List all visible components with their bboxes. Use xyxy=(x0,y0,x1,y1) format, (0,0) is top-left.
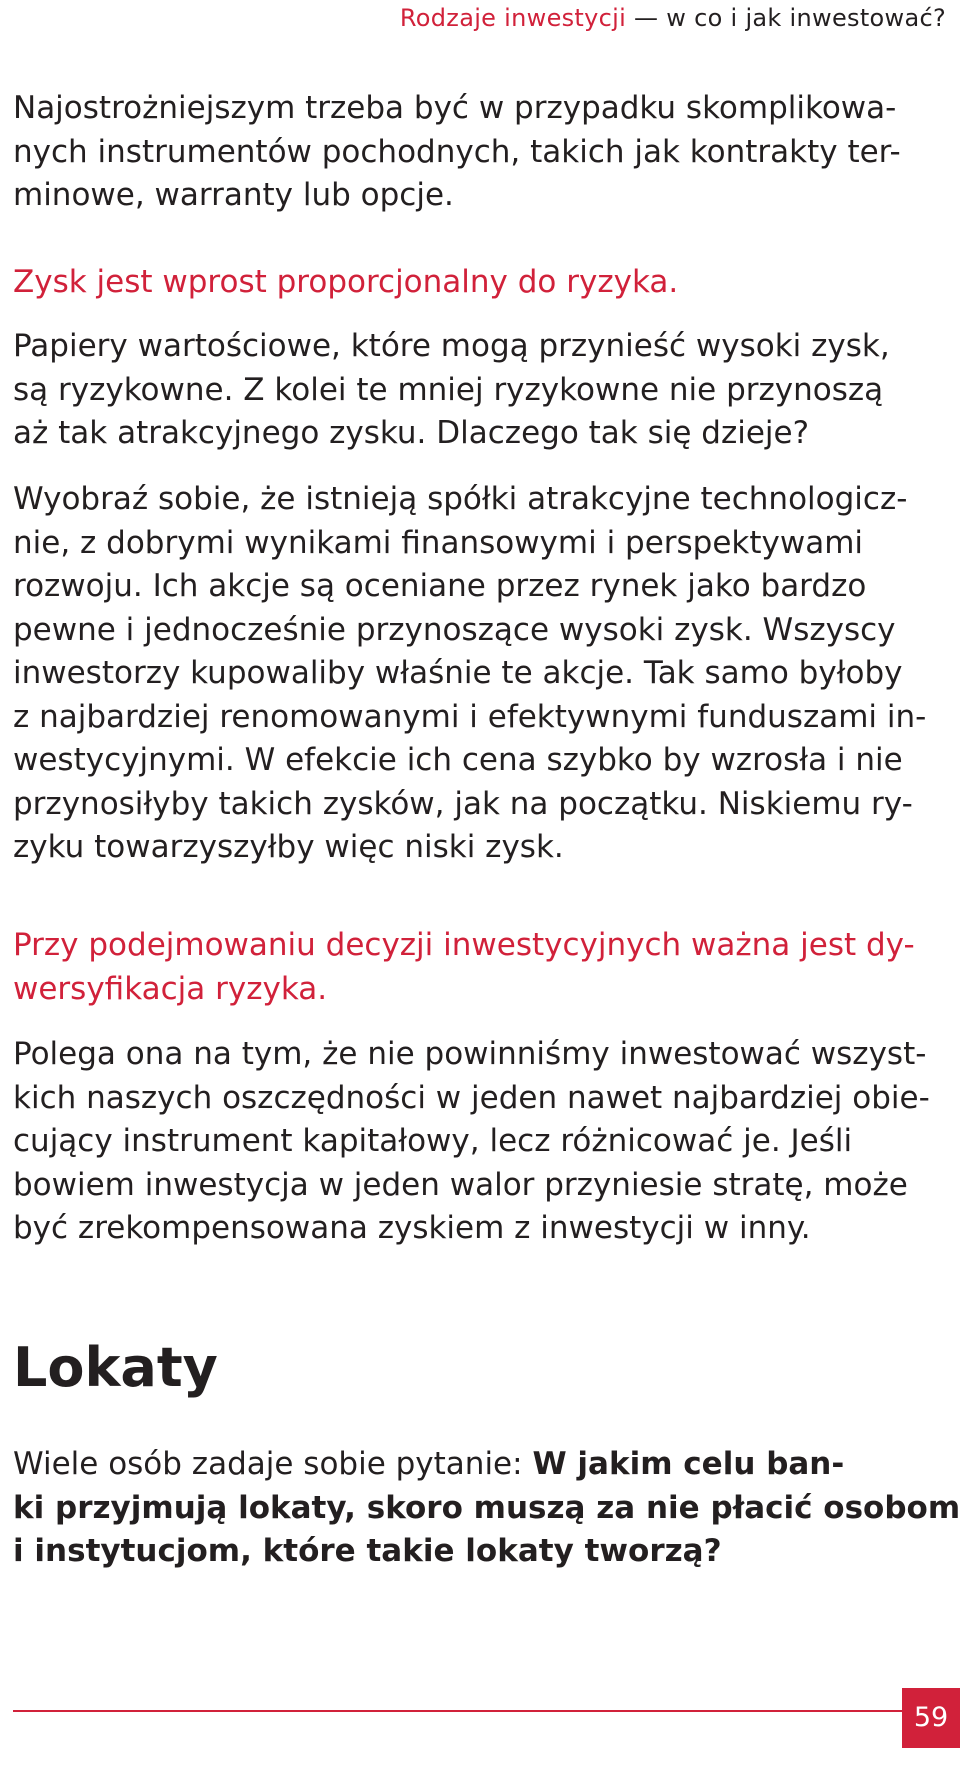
text-line: inwestorzy kupowaliby właśnie te akcje. Tak samo byłoby xyxy=(13,655,903,691)
paragraph-example xyxy=(13,478,938,870)
text-line: są ryzykowne. Z kolei te mniej ryzykowne nie przynoszą xyxy=(13,371,884,408)
header-separator: — xyxy=(634,4,659,32)
text-line: Zysk jest wprost proporcjonalny do ryzyka. xyxy=(13,264,679,300)
highlight-profit-risk xyxy=(13,261,938,305)
text-line: Papiery wartościowe, które mogą przynieść wysoki zysk, xyxy=(13,328,890,364)
text-line: i instytucjom, które takie lokaty tworzą? xyxy=(13,1533,722,1569)
page-number: 59 xyxy=(902,1688,960,1748)
text-line: być zrekompensowana zyskiem z inwestycji w inny. xyxy=(13,1210,811,1246)
intro-bold-question: W jakim celu ban- xyxy=(532,1446,845,1482)
header-chapter-title: w co i jak inwestować? xyxy=(666,4,946,32)
text-line: z najbardziej renomowanymi i efektywnymi funduszami in- xyxy=(13,698,927,735)
text-line: minowe, warranty lub opcje. xyxy=(13,177,454,213)
paragraph-diversification xyxy=(13,1033,938,1251)
paragraph-securities xyxy=(13,325,938,456)
text-line: nie, z dobrymi wynikami finansowymi i perspektywami xyxy=(13,524,864,561)
intro-plain-text: Wiele osób zadaje sobie pytanie: xyxy=(13,1446,533,1482)
text-line: westycyjnymi. W efekcie ich cena szybko by wzrosła i nie xyxy=(13,742,903,778)
text-line: Wyobraź sobie, że istnieją spółki atrakcyjne technologicz- xyxy=(13,481,908,517)
text-line: cujący instrument kapitałowy, lecz różnicować je. Jeśli xyxy=(13,1123,853,1159)
running-header xyxy=(400,4,946,32)
text-line: wersyfikacja ryzyka. xyxy=(13,970,328,1007)
text-line xyxy=(13,1443,938,1487)
text-line: aż tak atrakcyjnego zysku. Dlaczego tak się dzieje? xyxy=(13,415,810,451)
text-line: zyku towarzyszyłby więc niski zysk. xyxy=(13,829,564,865)
text-line: Polega ona na tym, że nie powinniśmy inwestować wszyst- xyxy=(13,1036,927,1072)
text-line: kich naszych oszczędności w jeden nawet najbardziej obie- xyxy=(13,1079,930,1116)
header-section-title: Rodzaje inwestycji xyxy=(399,4,627,32)
highlight-diversification xyxy=(13,924,938,1011)
text-line: pewne i jednocześnie przynoszące wysoki zysk. Wszyscy xyxy=(13,611,896,648)
footer-divider xyxy=(13,1710,902,1712)
text-line: rozwoju. Ich akcje są oceniane przez rynek jako bardzo xyxy=(13,568,867,604)
text-line: ki przyjmują lokaty, skoro muszą za nie płacić osobom xyxy=(13,1489,960,1526)
section-heading-lokaty: Lokaty xyxy=(13,1336,218,1399)
text-line: Najostrożniejszym trzeba być w przypadku skomplikowa- xyxy=(13,90,897,126)
text-line: nych instrumentów pochodnych, takich jak kontrakty ter- xyxy=(13,133,901,170)
text-line: przynosiłyby takich zysków, jak na początku. Niskiemu ry- xyxy=(13,785,913,822)
paragraph-derivatives xyxy=(13,87,938,218)
paragraph-lokaty-intro xyxy=(13,1443,960,1574)
text-line: bowiem inwestycja w jeden walor przyniesie stratę, może xyxy=(13,1166,908,1203)
text-line: Przy podejmowaniu decyzji inwestycyjnych ważna jest dy- xyxy=(13,927,915,963)
